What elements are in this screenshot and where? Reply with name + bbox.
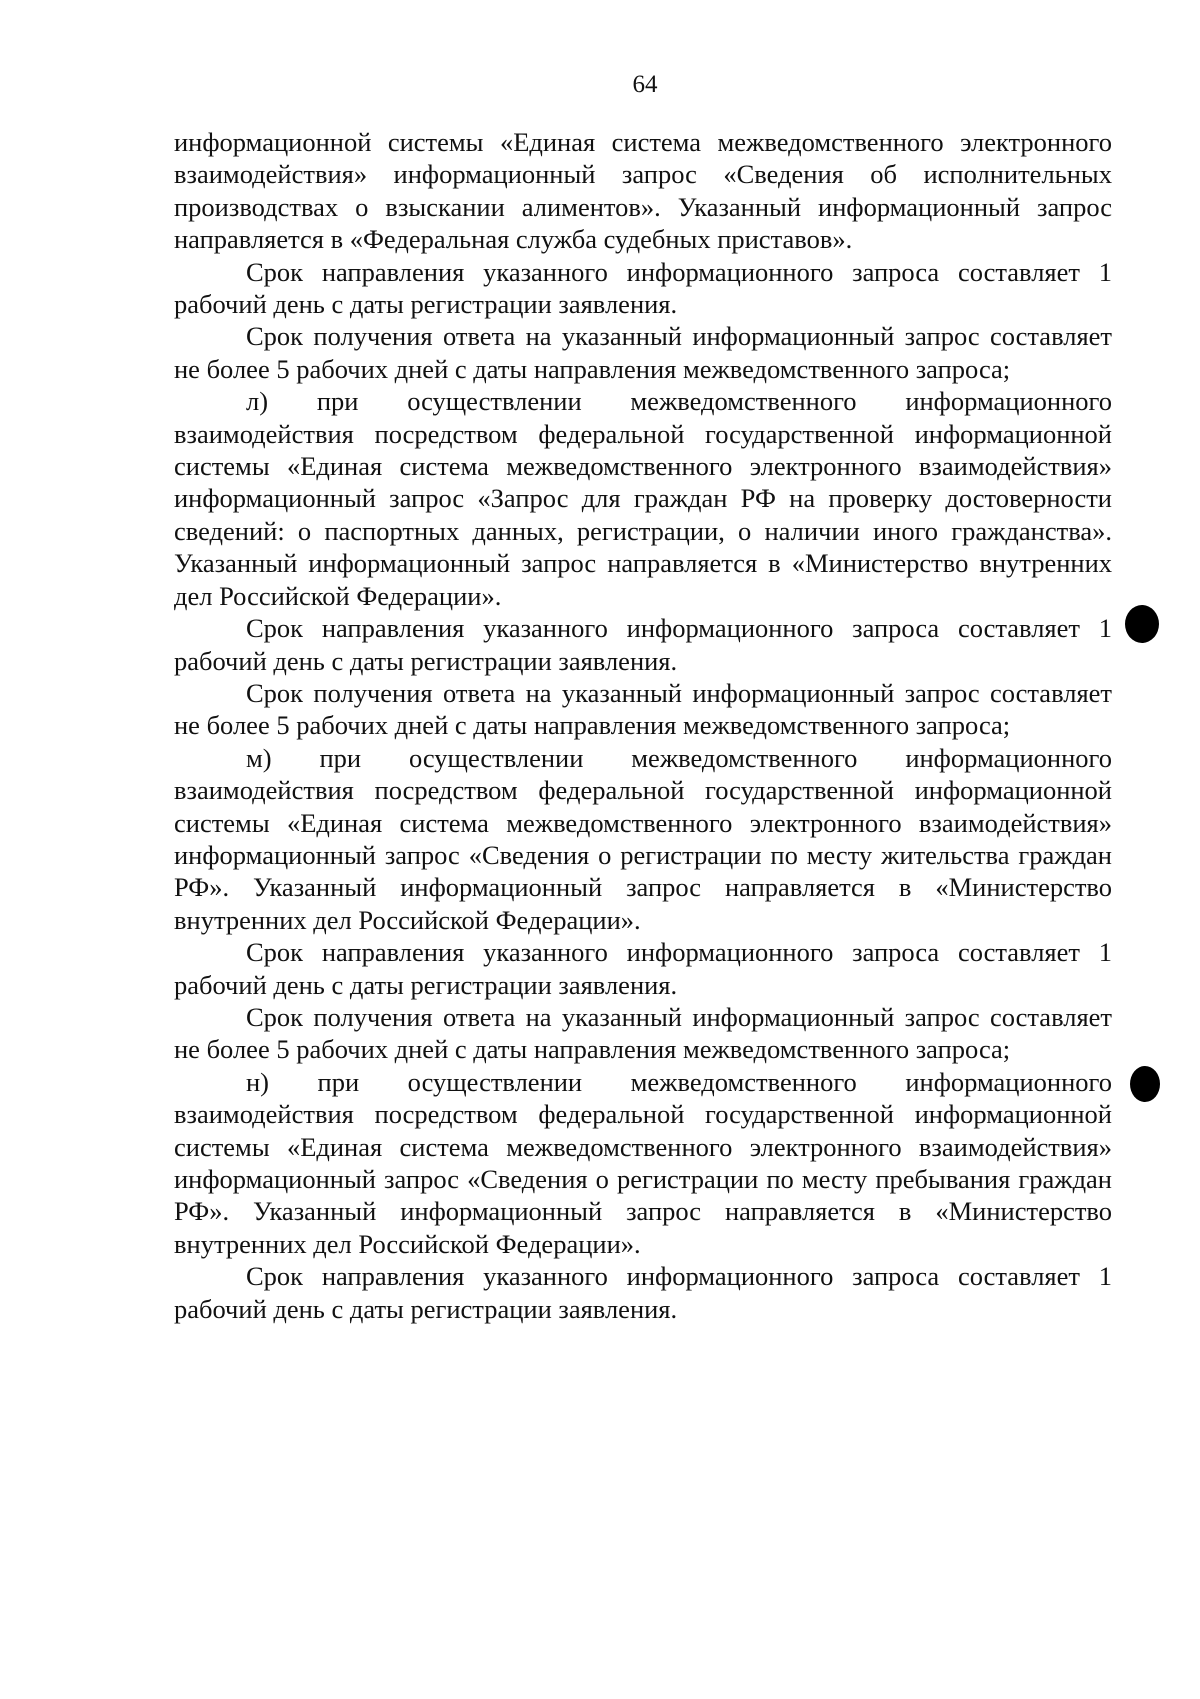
document-body bbox=[174, 126, 1112, 1325]
paragraph: л) при осуществлении межведомственного информационного взаимодействия посредством федеральной государственной информационной системы «Единая система межведомственного электронного взаимодействия» информационный запрос «Запрос для граждан РФ на проверку достоверности сведений: о паспортных данных, регистрации, о наличии иного гражданства». Указанный информационный запрос направляется в «Министерство внутренних дел Российской Федерации». bbox=[174, 386, 1112, 611]
punch-hole bbox=[1130, 1066, 1160, 1102]
paragraph: Срок направления указанного информационного запроса составляет 1 рабочий день с даты регистрации заявления. bbox=[174, 1261, 1112, 1324]
paragraph: Срок направления указанного информационного запроса составляет 1 рабочий день с даты регистрации заявления. bbox=[174, 256, 1112, 320]
paragraph: Срок получения ответа на указанный информационный запрос составляет не более 5 рабочих дней с даты направления межведомственного запроса; bbox=[174, 321, 1112, 384]
punch-hole bbox=[1125, 605, 1159, 643]
paragraph: н) при осуществлении межведомственного информационного взаимодействия посредством федеральной государственной информационной системы «Единая система межведомственного электронного взаимодействия» информационный запрос «Сведения о регистрации по месту пребывания граждан РФ». Указанный информационный запрос направляется в «Министерство внутренних дел Российской Федерации». bbox=[174, 1066, 1112, 1259]
page-number: 64 bbox=[632, 71, 658, 98]
paragraph: Срок получения ответа на указанный информационный запрос составляет не более 5 рабочих дней с даты направления межведомственного запроса; bbox=[174, 677, 1112, 741]
paragraph: Срок направления указанного информационного запроса составляет 1 рабочий день с даты регистрации заявления. bbox=[174, 613, 1112, 676]
paragraph: Срок получения ответа на указанный информационный запрос составляет не более 5 рабочих дней с даты направления межведомственного запроса; bbox=[174, 1001, 1112, 1065]
paragraph: информационной системы «Единая система межведомственного электронного взаимодействия» информационный запрос «Сведения об исполнительных производствах о взыскании алиментов». Указанный информационный запрос направляется в «Федеральная служба судебных приставов». bbox=[174, 127, 1112, 255]
paragraph: м) при осуществлении межведомственного информационного взаимодействия посредством федеральной государственной информационной системы «Единая система межведомственного электронного взаимодействия» информационный запрос «Сведения о регистрации по месту жительства граждан РФ». Указанный информационный запрос направляется в «Министерство внутренних дел Российской Федерации». bbox=[174, 742, 1112, 935]
paragraph: Срок направления указанного информационного запроса составляет 1 рабочий день с даты регистрации заявления. bbox=[174, 937, 1112, 1000]
